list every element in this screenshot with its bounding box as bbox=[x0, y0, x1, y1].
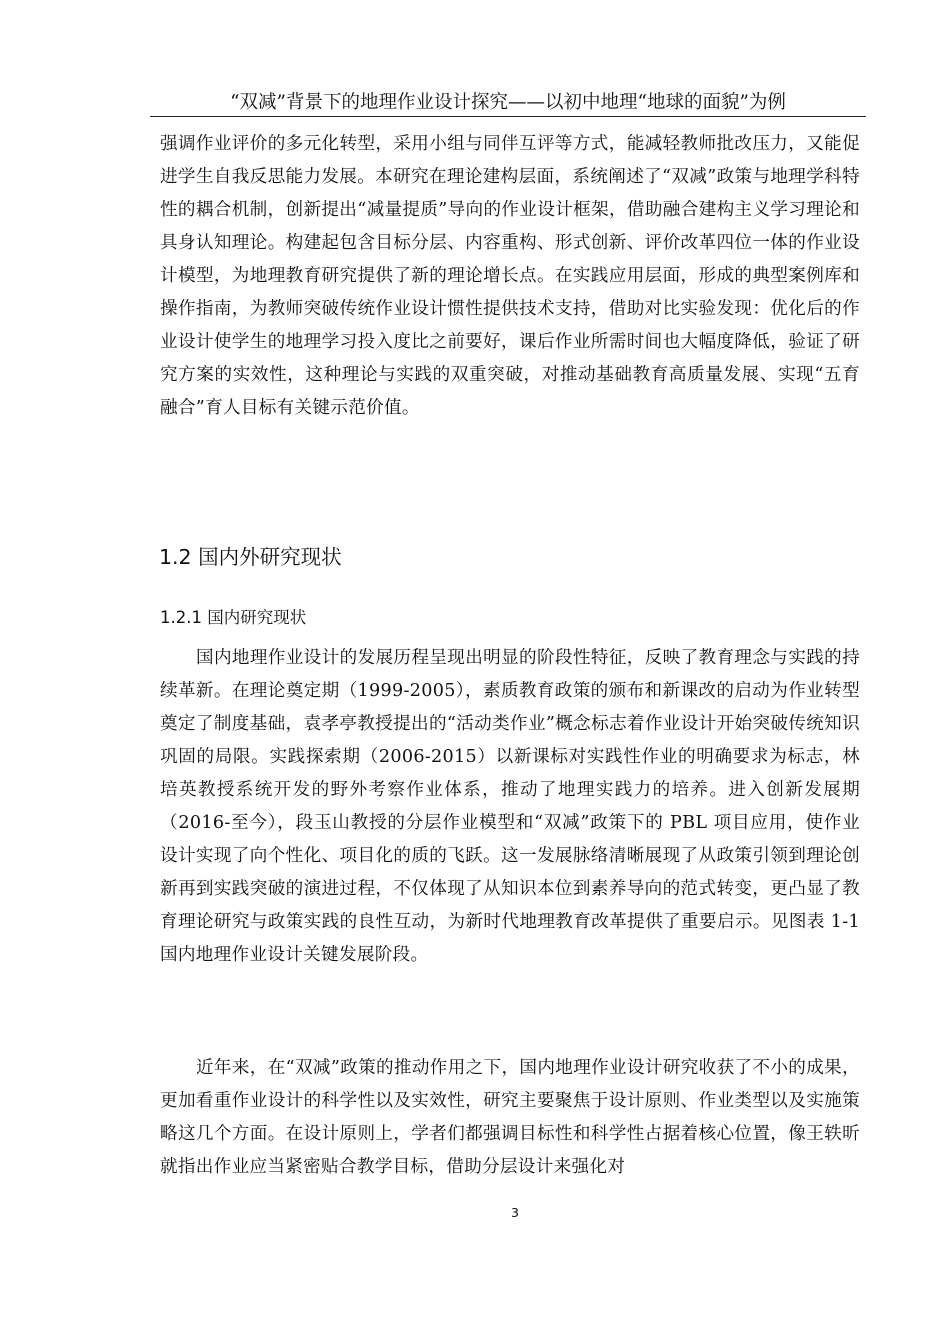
subsection-heading: 1.2.1 国内研究现状 bbox=[160, 608, 307, 627]
header-rule bbox=[150, 116, 866, 117]
section-heading: 1.2 国内外研究现状 bbox=[159, 545, 342, 569]
running-header-title: “双减”背景下的地理作业设计探究——以初中地理“地球的面貌”为例 bbox=[230, 92, 786, 113]
body-paragraph-2: 近年来，在“双减”政策的推动作用之下，国内地理作业设计研究收获了不小的成果，更加看重作业设计的科学性以及实效性，研究主要聚焦于设计原则、作业类型以及实施策略这几个方面。在设计原则上，学者们都强调目标性和科学性占据着核心位置，像王轶昕就指出作业应当紧密贴合教学目标，借助分层设计来强化对 bbox=[160, 1058, 860, 1177]
body-paragraph-1: 国内地理作业设计的发展历程呈现出明显的阶段性特征，反映了教育理念与实践的持续革新。在理论奠定期（1999-2005），素质教育政策的颁布和新课改的启动为作业转型奠定了制度基础，袁孝亭教授提出的“活动类作业”概念标志着作业设计开始突破传统知识巩固的局限。实践探索期（2006-2015）以新课标对实践性作业的明确要求为标志，林培英教授系统开发的野外考察作业体系，推动了地理实践力的培养。进入创新发展期（2016-至今），段玉山教授的分层作业模型和“双减”政策下的 PBL 项目应用，使作业设计实现了向个性化、项目化的质的飞跃。这一发展脉络清晰展现了从政策引领到理论创新再到实践突破的演进过程，不仅体现了从知识本位到素养导向的范式转变，更凸显了教育理论研究与政策实践的良性互动，为新时代地理教育改革提供了重要启示。见图表 1-1 国内地理作业设计关键发展阶段。 bbox=[160, 648, 860, 965]
page-number: 3 bbox=[511, 1205, 519, 1220]
continuation-paragraph: 强调作业评价的多元化转型，采用小组与同伴互评等方式，能减轻教师批改压力，又能促进学生自我反思能力发展。本研究在理论建构层面，系统阐述了“双减”政策与地理学科特性的耦合机制，创新提出“减量提质”导向的作业设计框架，借助融合建构主义学习理论和具身认知理论。构建起包含目标分层、内容重构、形式创新、评价改革四位一体的作业设计模型，为地理教育研究提供了新的理论增长点。在实践应用层面，形成的典型案例库和操作指南，为教师突破传统作业设计惯性提供技术支持，借助对比实验发现：优化后的作业设计使学生的地理学习投入度比之前要好，课后作业所需时间也大幅度降低，验证了研究方案的实效性，这种理论与实践的双重突破，对推动基础教育高质量发展、实现“五育融合”育人目标有关键示范价值。 bbox=[160, 134, 860, 418]
